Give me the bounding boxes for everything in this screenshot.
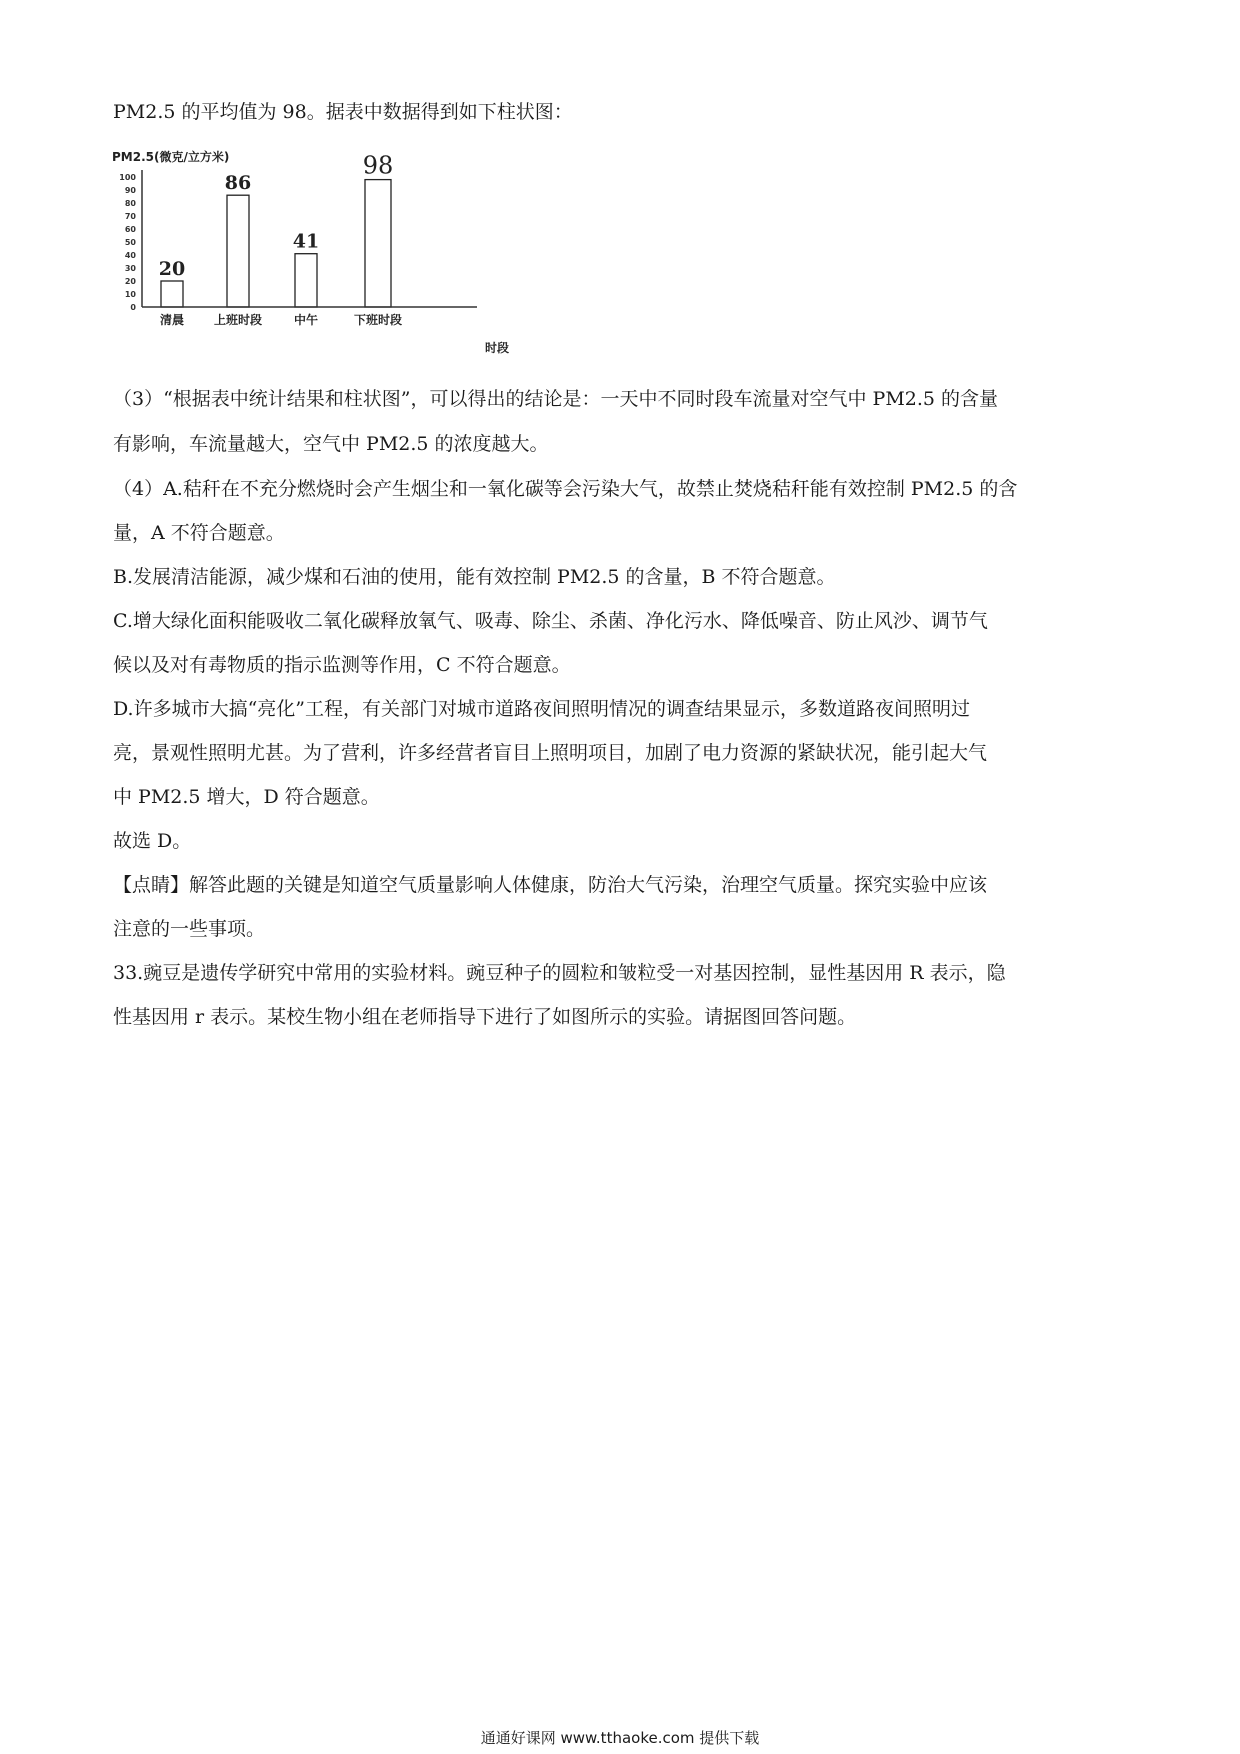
bar <box>227 195 249 307</box>
category-label: 中午 <box>293 313 319 327</box>
data-label: 86 <box>224 172 252 195</box>
data-label: 98 <box>362 151 394 180</box>
paragraph-c-line1: C.增大绿化面积能吸收二氧化碳释放氧气、吸毒、除尘、杀菌、净化污水、降低噪音、防止风沙、调节气 <box>113 610 988 632</box>
paragraph-b: B.发展清洁能源，减少煤和石油的使用，能有效控制 PM2.5 的含量，B 不符合题意。 <box>113 566 836 588</box>
paragraph-4-line2: 量，A 不符合题意。 <box>113 522 285 544</box>
pm25-bar-chart <box>112 140 532 355</box>
y-tick-label: 20 <box>124 277 136 286</box>
bar <box>365 180 391 307</box>
note-line1: 【点睛】解答此题的关键是知道空气质量影响人体健康，防治大气污染，治理空气质量。探究实验中应该 <box>113 874 988 896</box>
paragraph-4-line1: （4）A.秸秆在不充分燃烧时会产生烟尘和一氧化碳等会污染大气，故禁止焚烧秸秆能有效控制 PM2.5 的含 <box>113 478 1018 500</box>
question-33-line1: 33.豌豆是遗传学研究中常用的实验材料。豌豆种子的圆粒和皱粒受一对基因控制，显性基因用 R 表示，隐 <box>113 962 1006 984</box>
paragraph-d-line2: 亮，景观性照明尤甚。为了营利，许多经营者盲目上照明项目，加剧了电力资源的紧缺状况，能引起大气 <box>113 742 988 764</box>
note-line2: 注意的一些事项。 <box>113 918 266 940</box>
data-label: 20 <box>158 258 186 280</box>
y-tick-label: 60 <box>124 225 136 234</box>
bar <box>161 281 183 307</box>
y-tick-label: 0 <box>130 303 136 312</box>
y-tick-label: 30 <box>124 264 136 273</box>
x-axis-label: 时段 <box>485 341 510 355</box>
paragraph-3-line1: （3）“根据表中统计结果和柱状图”，可以得出的结论是：一天中不同时段车流量对空气中 PM2.5 的含量 <box>113 388 999 410</box>
bar <box>295 254 317 307</box>
y-tick-label: 100 <box>119 173 136 182</box>
data-label: 41 <box>292 230 320 253</box>
paragraph-c-line2: 候以及对有毒物质的指示监测等作用，C 不符合题意。 <box>113 654 571 676</box>
y-tick-label: 80 <box>124 199 136 208</box>
intro-text: PM2.5 的平均值为 98。据表中数据得到如下柱状图： <box>113 101 573 123</box>
paragraph-d-line3: 中 PM2.5 增大，D 符合题意。 <box>113 786 380 808</box>
y-tick-label: 70 <box>124 212 136 221</box>
page-footer: 通通好课网 www.tthaoke.com 提供下载 <box>480 1729 760 1747</box>
y-tick-label: 10 <box>124 290 136 299</box>
y-axis-label: PM2.5(微克/立方米) <box>112 150 230 164</box>
y-tick-label: 40 <box>124 251 136 260</box>
paragraph-d-line1: D.许多城市大搞“亮化”工程，有关部门对城市道路夜间照明情况的调查结果显示，多数道路夜间照明过 <box>113 698 971 720</box>
question-33-line2: 性基因用 r 表示。某校生物小组在老师指导下进行了如图所示的实验。请据图回答问题。 <box>113 1006 857 1028</box>
category-label: 下班时段 <box>353 313 403 327</box>
paragraph-3-line2: 有影响，车流量越大，空气中 PM2.5 的浓度越大。 <box>113 433 549 455</box>
category-label: 清晨 <box>159 313 185 327</box>
answer-selection: 故选 D。 <box>113 830 192 852</box>
y-tick-label: 50 <box>124 238 136 247</box>
y-tick-label: 90 <box>124 186 136 195</box>
category-label: 上班时段 <box>213 313 263 327</box>
